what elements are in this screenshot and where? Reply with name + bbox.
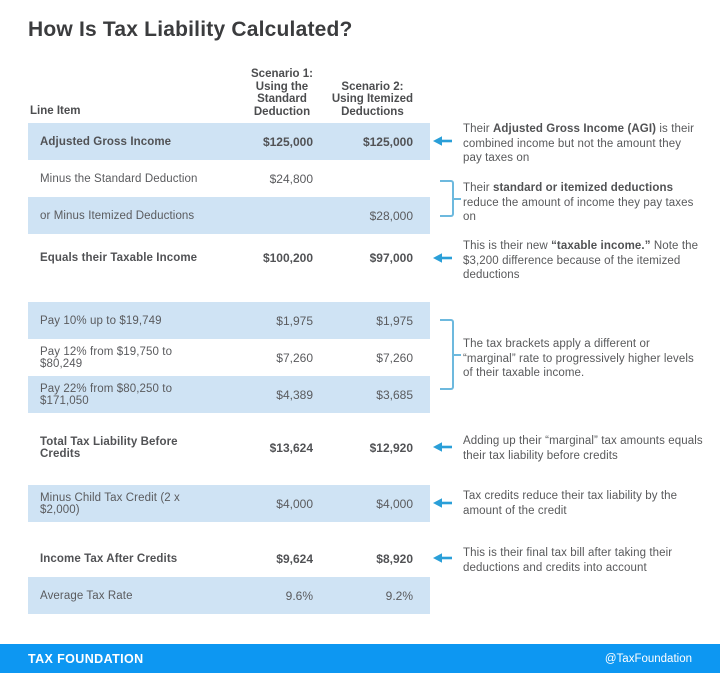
row-value-scenario2: $28,000	[369, 208, 413, 223]
row-label: Pay 12% from $19,750 to $80,249	[40, 345, 173, 370]
row-value-scenario1: $125,000	[262, 134, 313, 149]
row-label: Income Tax After Credits	[40, 552, 178, 565]
column-header-scenario1: Scenario 1: Using the Standard Deduction	[251, 68, 313, 118]
row-value-scenario2: $125,000	[362, 134, 413, 149]
row-value-scenario2: $4,000	[376, 496, 413, 511]
tax-brackets-group-bracket-icon	[440, 319, 454, 390]
row-label: Pay 22% from $80,250 to $171,050	[40, 382, 173, 407]
row-value-scenario2: $3,685	[376, 387, 413, 402]
row-value-scenario2: $12,920	[369, 440, 413, 455]
row-label: Total Tax Liability Before Credits	[40, 435, 178, 460]
row-value-scenario1: $100,200	[262, 250, 313, 265]
table-row	[28, 302, 430, 339]
table-header-row	[28, 58, 413, 118]
deductions-group-bracket-icon	[440, 180, 454, 217]
row-value-scenario1: $4,389	[276, 387, 313, 402]
row-label: Minus the Standard Deduction	[40, 172, 198, 185]
row-label: Average Tax Rate	[40, 589, 133, 602]
row-value-scenario2: $8,920	[376, 551, 413, 566]
left-arrow-icon	[433, 552, 453, 564]
left-arrow-icon	[433, 135, 453, 147]
table-row	[28, 376, 430, 413]
annotation-final-tax-bill: This is their final tax bill after taking their deductions and credits into account	[463, 547, 673, 574]
row-value-scenario1: 9.6%	[285, 588, 313, 603]
table-row	[28, 577, 430, 614]
row-value-scenario1: $1,975	[276, 313, 313, 328]
annotation-deductions: Their standard or itemized deductions reduce the amount of income they pay taxes on	[463, 182, 694, 223]
row-value-scenario2: $1,975	[376, 313, 413, 328]
twitter-handle-link[interactable]: @TaxFoundation	[604, 652, 692, 665]
row-value-scenario1: $7,260	[276, 350, 313, 365]
row-value-scenario1: $9,624	[276, 551, 313, 566]
row-label: Adjusted Gross Income	[40, 135, 172, 148]
table-body	[28, 123, 430, 614]
table-row	[28, 485, 430, 522]
annotation-tax-brackets: The tax brackets apply a different or “marginal” rate to progressively higher levels of their taxable income.	[463, 338, 694, 379]
left-arrow-icon	[433, 441, 453, 453]
row-label: Minus Child Tax Credit (2 x $2,000)	[40, 491, 180, 516]
table-row	[28, 160, 430, 197]
footer-bar	[0, 644, 720, 673]
annotation-agi: Their Adjusted Gross Income (AGI) is their combined income but not the amount they pay taxes on	[463, 123, 695, 164]
row-value-scenario1: $4,000	[276, 496, 313, 511]
brand-name: TAX FOUNDATION	[28, 651, 144, 666]
row-label: or Minus Itemized Deductions	[40, 209, 195, 222]
annotation-tax-credits: Tax credits reduce their tax liability by the amount of the credit	[463, 490, 678, 517]
annotation-taxable-income: This is their new “taxable income.” Note the $3,200 difference because of the itemized deductions	[463, 240, 699, 281]
table-row	[28, 197, 430, 234]
table-row	[28, 123, 430, 160]
row-label: Equals their Taxable Income	[40, 251, 198, 264]
left-arrow-icon	[433, 252, 453, 264]
table-row	[28, 339, 430, 376]
row-value-scenario1: $13,624	[269, 440, 313, 455]
row-label: Pay 10% up to $19,749	[40, 314, 162, 327]
row-value-scenario2: $97,000	[369, 250, 413, 265]
table-row	[28, 239, 430, 276]
table-row	[28, 429, 430, 466]
page-title: How Is Tax Liability Calculated?	[28, 18, 353, 41]
row-value-scenario2: $7,260	[376, 350, 413, 365]
column-header-line-item: Line Item	[30, 105, 81, 117]
column-header-scenario2: Scenario 2: Using Itemized Deductions	[331, 80, 413, 118]
annotation-liability-before-credits: Adding up their “marginal” tax amounts equals their tax liability before credits	[463, 435, 703, 462]
table-row	[28, 540, 430, 577]
left-arrow-icon	[433, 497, 453, 509]
row-value-scenario2: 9.2%	[385, 588, 413, 603]
row-value-scenario1: $24,800	[269, 171, 313, 186]
